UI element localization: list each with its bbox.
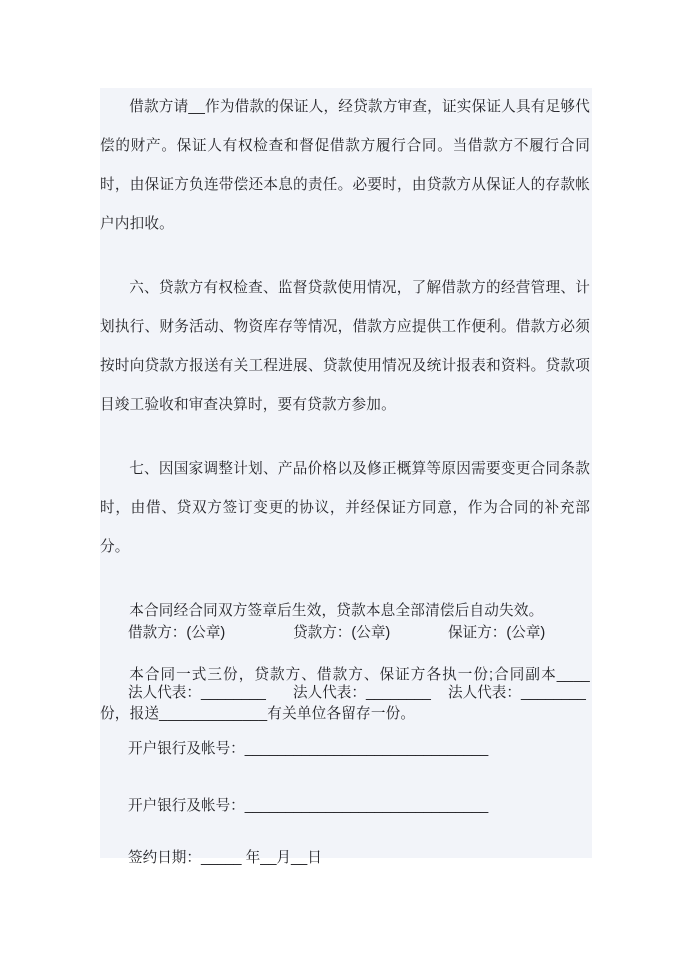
guarantor-seal-label: 保证方：(公章)	[448, 625, 546, 641]
contract-text-block	[100, 88, 592, 866]
lender-legal-rep-field[interactable]: 法人代表：________	[293, 685, 431, 701]
sign-date-field[interactable]: 签约日期：_____ 年__月__日	[128, 850, 322, 866]
bank-account-field-1[interactable]: 开户银行及帐号：______________________________	[128, 741, 489, 757]
bank-account-field-2[interactable]: 开户银行及帐号：______________________________	[128, 798, 489, 814]
paragraph-guarantor: 借款方请__作为借款的保证人，经贷款方审查，证实保证人具有足够代偿的财产。保证人有权检查和督促借款方履行合同。当借款方不履行合同时，由保证方负连带偿还本息的责任。必要时，由贷款方从保证人的存款帐户内扣收。	[100, 99, 590, 232]
lender-seal-label: 贷款方：(公章)	[293, 625, 391, 641]
borrower-seal-label: 借款方：(公章)	[128, 625, 226, 641]
borrower-legal-rep-field[interactable]: 法人代表：________	[128, 685, 266, 701]
seal-row	[100, 620, 592, 646]
paragraph-copies: 本合同一式三份，贷款方、借款方、保证方各执一份;合同副本____份，报送_____________有关单位各留存一份。	[100, 667, 590, 722]
paragraph-effectiveness: 本合同经合同双方签章后生效，贷款本息全部清偿后自动失效。	[129, 603, 544, 619]
paragraph-clause-six: 六、贷款方有权检查、监督贷款使用情况，了解借款方的经营管理、计划执行、财务活动、物资库存等情况，借款方应提供工作便利。借款方必须按时向贷款方报送有关工程进展、贷款使用情况及统计报表和资料。贷款项目竣工验收和审查决算时，要有贷款方参加。	[100, 280, 590, 413]
guarantor-legal-rep-field[interactable]: 法人代表：________	[448, 685, 586, 701]
legal-representative-row	[100, 680, 592, 706]
paragraph-clause-seven: 七、因国家调整计划、产品价格以及修正概算等原因需要变更合同条款时，由借、贷双方签订变更的协议，并经保证方同意，作为合同的补充部分。	[100, 461, 590, 555]
